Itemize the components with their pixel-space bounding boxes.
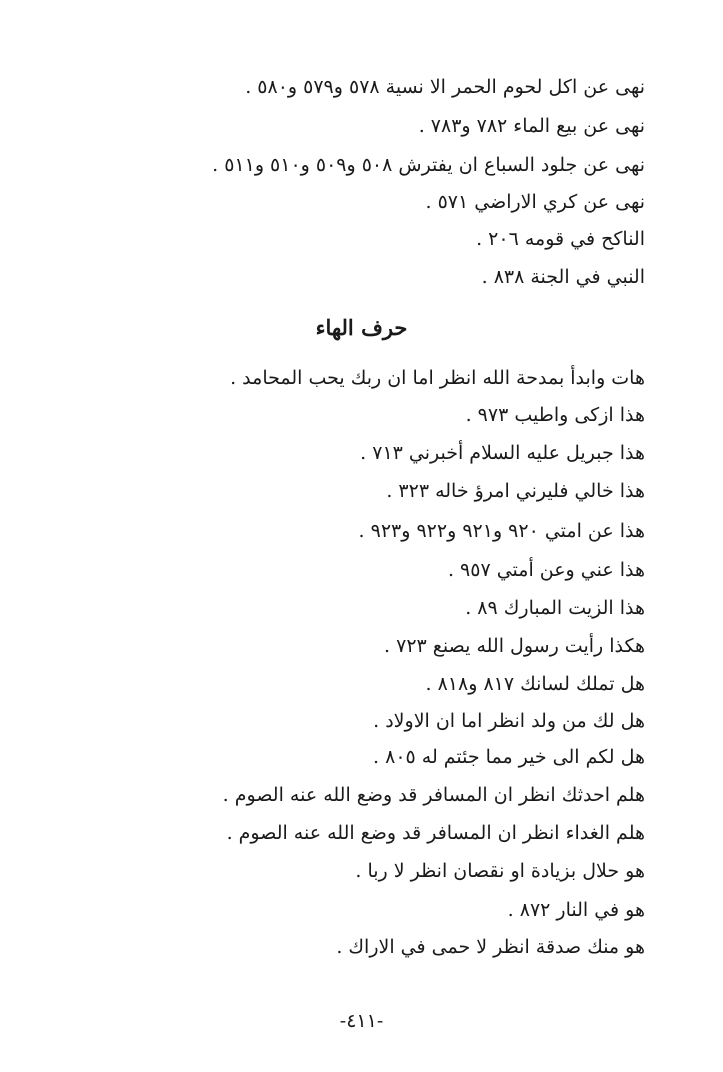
index-entry: هات وابدأ بمدحة الله انظر اما ان ربك يحب المحامد . [230, 367, 645, 389]
index-entry: هذا الزيت المبارك ٨٩ . [465, 597, 645, 619]
index-entry: نهى عن جلود السباع ان يفترش ٥٠٨ و٥٠٩ و٥١٠ و٥١١ . [212, 154, 645, 176]
page-number: -٤١١- [339, 1010, 384, 1032]
index-entry: هذا عني وعن أمتي ٩٥٧ . [447, 559, 645, 581]
index-entry: هكذا رأيت رسول الله يصنع ٧٢٣ . [384, 635, 645, 657]
section-heading: حرف الهاء [315, 315, 408, 340]
index-entry: نهى عن بيع الماء ٧٨٢ و٧٨٣ . [418, 115, 645, 137]
index-entry: هل لكم الى خير مما جئتم له ٨٠٥ . [373, 746, 645, 768]
index-entry: هو حلال بزيادة او نقصان انظر لا ربا . [355, 860, 645, 882]
index-entry: هذا جبريل عليه السلام أخبرني ٧١٣ . [360, 442, 645, 464]
index-entry: هو في النار ٨٧٢ . [507, 899, 645, 921]
index-entry: هو منك صدقة انظر لا حمى في الاراك . [336, 936, 645, 958]
index-entry: النبي في الجنة ٨٣٨ . [481, 266, 645, 288]
index-entry: هذا خالي فليرني امرؤ خاله ٣٢٣ . [386, 480, 645, 502]
index-entry: هلم الغداء انظر ان المسافر قد وضع الله عنه الصوم . [226, 822, 645, 844]
index-entry: هل تملك لسانك ٨١٧ و٨١٨ . [425, 673, 645, 695]
index-entry: هذا ازكى واطيب ٩٧٣ . [465, 404, 645, 426]
index-entry: هل لك من ولد انظر اما ان الاولاد . [373, 710, 645, 732]
index-entry: هذا عن امتي ٩٢٠ و٩٢١ و٩٢٢ و٩٢٣ . [358, 520, 645, 542]
index-entry: هلم احدثك انظر ان المسافر قد وضع الله عنه الصوم . [222, 784, 645, 806]
index-entry: نهى عن اكل لحوم الحمر الا نسية ٥٧٨ و٥٧٩ و٥٨٠ . [245, 76, 645, 98]
index-entry: نهى عن كري الاراضي ٥٧١ . [425, 191, 645, 213]
index-entry: الناكح في قومه ٢٠٦ . [476, 228, 645, 250]
